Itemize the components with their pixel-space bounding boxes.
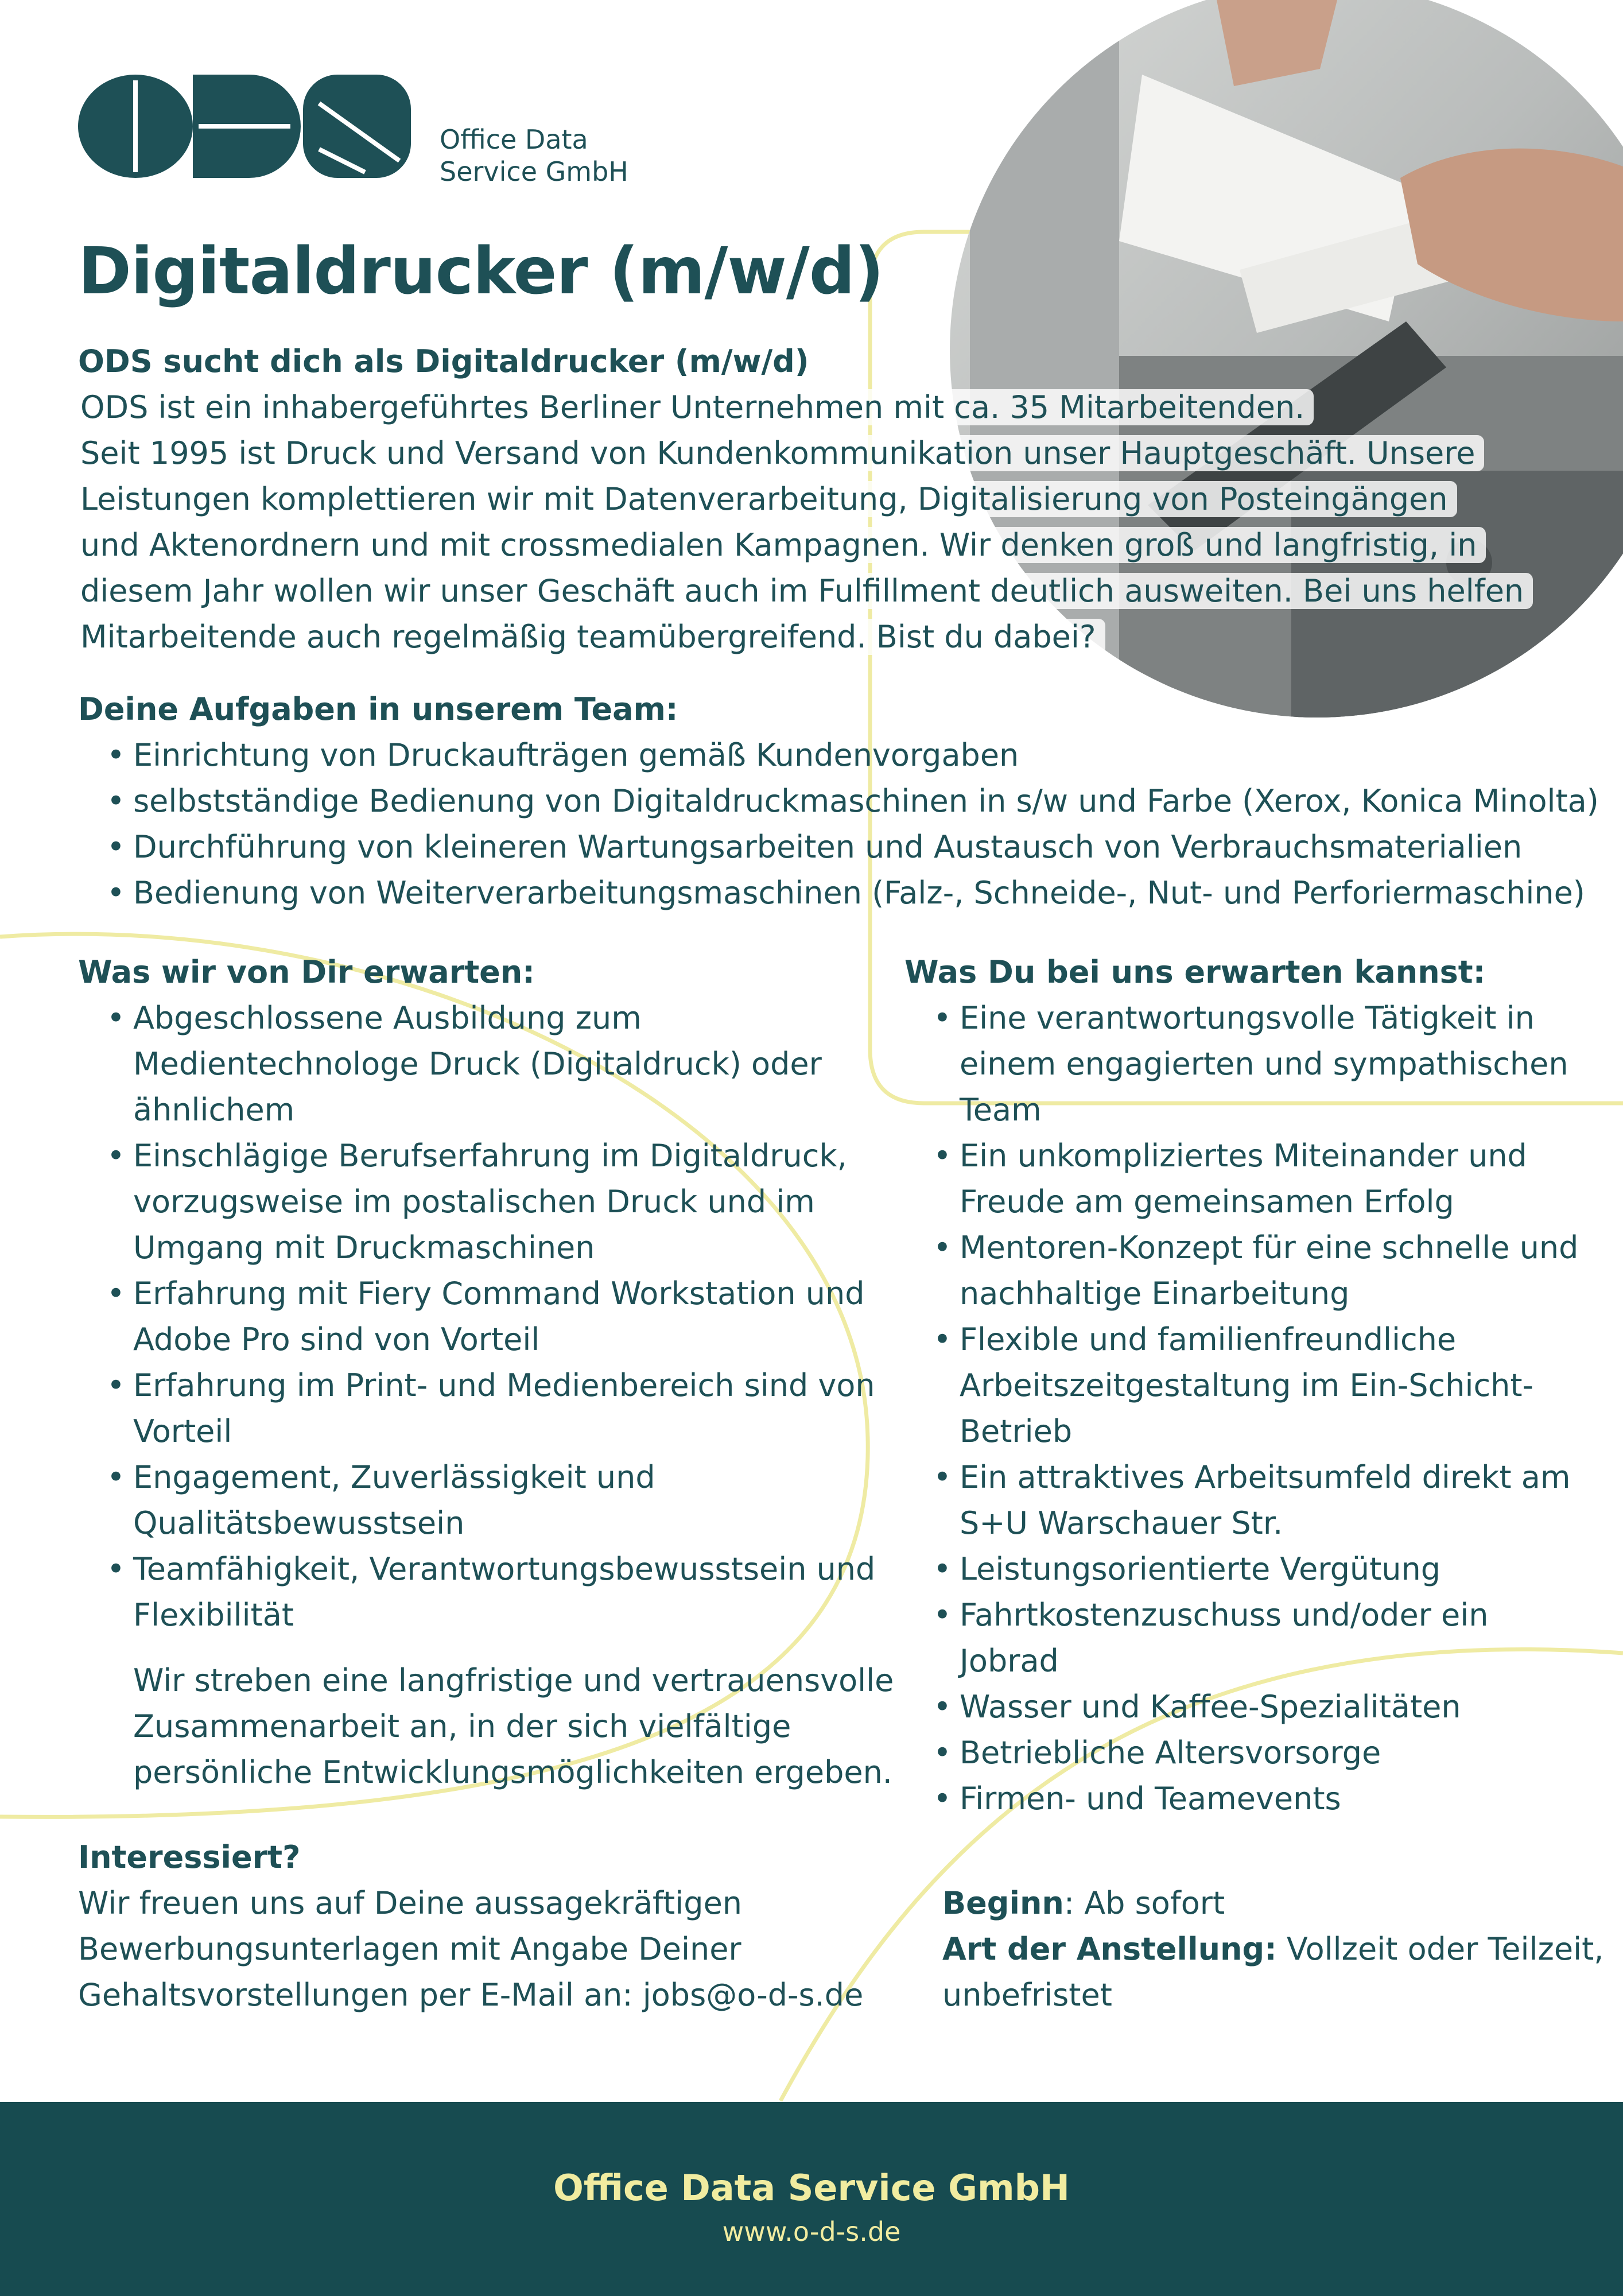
- bullet-icon: •: [107, 1000, 125, 1036]
- requirement-item-line: Adobe Pro sind von Vorteil: [133, 1321, 540, 1358]
- benefit-item-line: Ein attraktives Arbeitsumfeld direkt am: [960, 1459, 1571, 1495]
- requirement-item-line: vorzugsweise im postalischen Druck und im: [133, 1184, 815, 1220]
- employment-type-row: [942, 1926, 1602, 1972]
- bullet-icon: •: [107, 737, 125, 773]
- task-item-text: Durchführung von kleineren Wartungsarbeiten und Austausch von Verbrauchsmaterialien: [133, 829, 1523, 865]
- benefit-item-line: Leistungsorientierte Vergütung: [960, 1551, 1441, 1587]
- requirement-item: [78, 995, 910, 1133]
- benefit-item: [904, 1592, 1616, 1684]
- task-item-text: Einrichtung von Druckaufträgen gemäß Kundenvorgaben: [133, 737, 1019, 773]
- bullet-icon: •: [107, 1275, 125, 1312]
- task-item-text: Bedienung von Weiterverarbeitungsmaschinen (Falz-, Schneide-, Nut- und Perforiermaschine): [133, 875, 1585, 911]
- bullet-icon: •: [933, 1551, 952, 1587]
- task-item: [78, 870, 1616, 916]
- benefit-item: [904, 1730, 1616, 1776]
- benefits-section: [904, 949, 1616, 1822]
- benefit-item: [904, 1455, 1616, 1546]
- intro-line-text: und Aktenordnern und mit crossmedialen Kampagnen. Wir denken groß und langfristig, in: [78, 527, 1486, 563]
- intro-line-text: ODS ist ein inhabergeführtes Berliner Unternehmen mit ca. 35 Mitarbeitenden.: [78, 389, 1314, 425]
- note-line: [133, 1658, 910, 1704]
- bullet-icon: •: [933, 1000, 952, 1036]
- contact-line: [78, 1926, 910, 1972]
- benefit-item-line: Ein unkompliziertes Miteinander und: [960, 1138, 1527, 1174]
- benefit-item: [904, 1684, 1616, 1730]
- bullet-icon: •: [107, 1367, 125, 1403]
- footer-company-name: Office Data Service GmbH: [553, 2167, 1070, 2209]
- employment-type-value: Vollzeit oder Teilzeit,: [1276, 1931, 1604, 1967]
- requirement-item-line: Erfahrung mit Fiery Command Workstation und: [133, 1275, 865, 1312]
- requirement-item: [78, 1271, 910, 1363]
- requirement-item-line: Vorteil: [133, 1413, 232, 1449]
- bullet-icon: •: [107, 783, 125, 819]
- intro-paragraph: [78, 385, 1570, 660]
- task-item: [78, 824, 1616, 870]
- benefit-item-line: Team: [960, 1092, 1042, 1128]
- contact-section: [78, 1835, 910, 2018]
- requirement-item-line: ähnlichem: [133, 1092, 295, 1128]
- requirement-item-line: Flexibilität: [133, 1597, 294, 1633]
- bullet-icon: •: [107, 1459, 125, 1495]
- requirements-list: [78, 995, 910, 1638]
- requirement-item-line: Einschlägige Berufserfahrung im Digitaldruck,: [133, 1138, 847, 1174]
- bullet-icon: •: [107, 1551, 125, 1587]
- task-item: [78, 778, 1616, 824]
- bullet-icon: •: [107, 875, 125, 911]
- requirement-item-line: Teamfähigkeit, Verantwortungsbewusstsein und: [133, 1551, 876, 1587]
- requirements-section: [78, 949, 910, 1795]
- benefit-item-line: einem engagierten und sympathischen: [960, 1046, 1568, 1082]
- contact-heading: Interessiert?: [78, 1839, 301, 1875]
- requirement-item-line: Umgang mit Druckmaschinen: [133, 1230, 595, 1266]
- benefit-item-line: Freude am gemeinsamen Erfolg: [960, 1184, 1454, 1220]
- note-line-text: persönliche Entwicklungsmöglichkeiten ergeben.: [133, 1754, 892, 1790]
- requirement-item: [78, 1455, 910, 1546]
- employment-type-label: Art der Anstellung:: [942, 1931, 1277, 1967]
- bullet-icon: •: [933, 1689, 952, 1725]
- note-line: [133, 1750, 910, 1795]
- bullet-icon: •: [933, 1597, 952, 1633]
- intro-line: [78, 430, 1570, 476]
- bullet-icon: •: [933, 1230, 952, 1266]
- benefit-item-line: S+U Warschauer Str.: [960, 1505, 1283, 1541]
- benefit-item-line: Wasser und Kaffee-Spezialitäten: [960, 1689, 1461, 1725]
- benefit-item-line: Betrieb: [960, 1413, 1073, 1449]
- tasks-heading: Deine Aufgaben in unserem Team:: [78, 691, 678, 727]
- footer-website-link[interactable]: www.o-d-s.de: [722, 2216, 901, 2247]
- benefit-item-line: Firmen- und Teamevents: [960, 1781, 1341, 1817]
- benefit-item-line: Betriebliche Altersvorsorge: [960, 1735, 1381, 1771]
- intro-line: [78, 476, 1570, 522]
- benefit-item-line: nachhaltige Einarbeitung: [960, 1275, 1350, 1312]
- benefit-item-line: Flexible und familienfreundliche: [960, 1321, 1457, 1358]
- bullet-icon: •: [933, 1735, 952, 1771]
- requirement-item-line: Engagement, Zuverlässigkeit und: [133, 1459, 655, 1495]
- intro-heading: ODS sucht dich als Digitaldrucker (m/w/d): [78, 343, 809, 379]
- contact-paragraph: [78, 1880, 910, 2018]
- requirement-item-line: Medientechnologe Druck (Digitaldruck) oder: [133, 1046, 822, 1082]
- benefit-item-line: Jobrad: [960, 1643, 1059, 1679]
- contact-line-text: Wir freuen uns auf Deine aussagekräftigen: [78, 1885, 743, 1921]
- bullet-icon: •: [107, 829, 125, 865]
- requirement-item: [78, 1133, 910, 1271]
- benefit-item: [904, 1133, 1616, 1225]
- bullet-icon: •: [933, 1321, 952, 1358]
- tasks-list: [78, 732, 1616, 916]
- logo-name-line2: Service GmbH: [440, 156, 628, 187]
- benefit-item-line: Eine verantwortungsvolle Tätigkeit in: [960, 1000, 1535, 1036]
- benefit-item-line: Fahrtkostenzuschuss und/oder ein: [960, 1597, 1489, 1633]
- contact-line: [78, 1972, 910, 2018]
- page-title: Digitaldrucker (m/w/d): [78, 234, 884, 309]
- contact-line-text: Gehaltsvorstellungen per E-Mail an: jobs@o-d-s.de: [78, 1977, 864, 2013]
- bullet-icon: •: [933, 1459, 952, 1495]
- benefit-item-line: Mentoren-Konzept für eine schnelle und: [960, 1230, 1579, 1266]
- note-line-text: Zusammenarbeit an, in der sich vielfältige: [133, 1708, 791, 1744]
- benefit-item-line: Arbeitszeitgestaltung im Ein-Schicht-: [960, 1367, 1534, 1403]
- benefits-heading: Was Du bei uns erwarten kannst:: [904, 954, 1486, 990]
- job-details: [942, 1880, 1602, 2018]
- requirement-item: [78, 1363, 910, 1455]
- requirement-item-line: Erfahrung im Print- und Medienbereich sind von: [133, 1367, 875, 1403]
- benefit-item: [904, 1776, 1616, 1822]
- requirements-heading: Was wir von Dir erwarten:: [78, 954, 535, 990]
- benefit-item: [904, 1546, 1616, 1592]
- intro-line: [78, 385, 1570, 430]
- benefits-list: [904, 995, 1616, 1822]
- intro-line-text: diesem Jahr wollen wir unser Geschäft auch im Fulfillment deutlich ausweiten. Bei uns helfen: [78, 573, 1533, 609]
- contact-line-text: Bewerbungsunterlagen mit Angabe Deiner: [78, 1931, 741, 1967]
- benefit-item: [904, 1317, 1616, 1455]
- contact-line: [78, 1880, 910, 1926]
- task-item-text: selbstständige Bedienung von Digitaldruckmaschinen in s/w und Farbe (Xerox, Konica Minolta): [133, 783, 1599, 819]
- requirement-item-line: Qualitätsbewusstsein: [133, 1505, 465, 1541]
- intro-line: [78, 568, 1570, 614]
- logo-company-name: [440, 123, 628, 188]
- note-line-text: Wir streben eine langfristige und vertrauensvolle: [133, 1662, 894, 1698]
- bullet-icon: •: [107, 1138, 125, 1174]
- start-row: [942, 1880, 1602, 1926]
- benefit-item: [904, 995, 1616, 1133]
- note-line: [133, 1704, 910, 1750]
- intro-section: [78, 339, 1570, 660]
- tasks-section: [78, 687, 1616, 916]
- logo-name-line1: Office Data: [440, 124, 588, 155]
- intro-line-text: Mitarbeitende auch regelmäßig teamübergreifend. Bist du dabei?: [78, 619, 1105, 655]
- task-item: [78, 732, 1616, 778]
- requirements-note: [78, 1658, 910, 1795]
- intro-line: [78, 614, 1570, 660]
- start-value: : Ab sofort: [1063, 1885, 1225, 1921]
- intro-line-text: Seit 1995 ist Druck und Versand von Kundenkommunikation unser Hauptgeschäft. Unsere: [78, 435, 1484, 471]
- ods-logo-icon: [78, 75, 411, 178]
- requirement-item: [78, 1546, 910, 1638]
- benefit-item: [904, 1225, 1616, 1317]
- intro-line: [78, 522, 1570, 568]
- employment-type-value-cont: unbefristet: [942, 1977, 1112, 2013]
- requirement-item-line: Abgeschlossene Ausbildung zum: [133, 1000, 642, 1036]
- start-label: Beginn: [942, 1885, 1064, 1921]
- intro-line-text: Leistungen komplettieren wir mit Datenverarbeitung, Digitalisierung von Posteingängen: [78, 481, 1457, 517]
- bullet-icon: •: [933, 1138, 952, 1174]
- bullet-icon: •: [933, 1781, 952, 1817]
